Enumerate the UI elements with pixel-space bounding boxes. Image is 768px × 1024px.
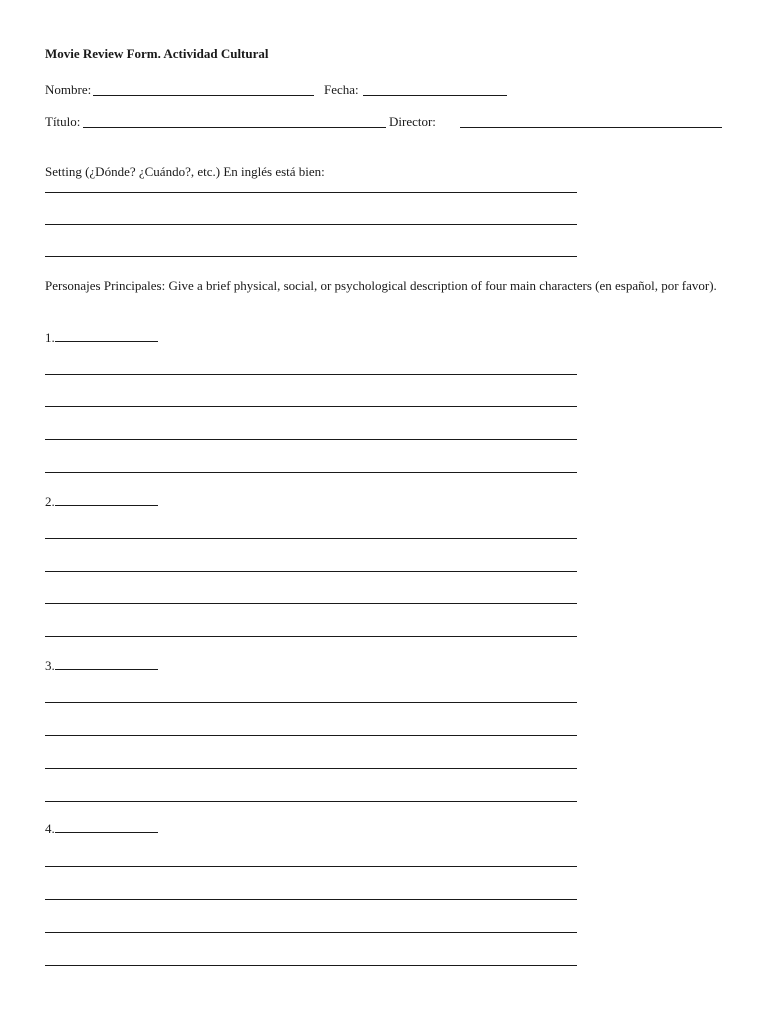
- character-3-line-4[interactable]: [45, 801, 577, 802]
- setting-line-2[interactable]: [45, 224, 577, 225]
- setting-prompt: Setting (¿Dónde? ¿Cuándo?, etc.) En inglés está bien:: [45, 164, 325, 179]
- character-4-line-3[interactable]: [45, 932, 577, 933]
- nombre-field[interactable]: [93, 95, 314, 96]
- director-label: Director:: [389, 114, 436, 129]
- character-2-line-4[interactable]: [45, 636, 577, 637]
- character-2-line-3[interactable]: [45, 603, 577, 604]
- personajes-prompt: Personajes Principales: Give a brief physical, social, or psychological description of four main characters (en español, por favor).: [45, 278, 717, 293]
- fecha-label: Fecha:: [324, 82, 359, 97]
- character-3-name-field[interactable]: [55, 657, 158, 670]
- character-1-line-1[interactable]: [45, 374, 577, 375]
- character-3-row: [45, 657, 158, 674]
- character-2-line-1[interactable]: [45, 538, 577, 539]
- character-4-row: [45, 820, 158, 837]
- character-3-line-1[interactable]: [45, 702, 577, 703]
- setting-line-1[interactable]: [45, 192, 577, 193]
- character-4-line-1[interactable]: [45, 866, 577, 867]
- character-1-line-4[interactable]: [45, 472, 577, 473]
- character-4-name-field[interactable]: [55, 820, 158, 833]
- character-3-line-3[interactable]: [45, 768, 577, 769]
- character-4-line-2[interactable]: [45, 899, 577, 900]
- character-4-number: 4.: [45, 821, 55, 836]
- fecha-field[interactable]: [363, 95, 507, 96]
- character-2-row: [45, 493, 158, 510]
- character-4-line-4[interactable]: [45, 965, 577, 966]
- titulo-label: Título:: [45, 114, 81, 129]
- form-title: Movie Review Form. Actividad Cultural: [45, 46, 269, 61]
- character-1-line-3[interactable]: [45, 439, 577, 440]
- character-2-line-2[interactable]: [45, 571, 577, 572]
- setting-line-3[interactable]: [45, 256, 577, 257]
- character-3-line-2[interactable]: [45, 735, 577, 736]
- nombre-label: Nombre:: [45, 82, 92, 97]
- character-2-name-field[interactable]: [55, 493, 158, 506]
- character-1-name-field[interactable]: [55, 329, 158, 342]
- titulo-field[interactable]: [83, 127, 386, 128]
- director-field[interactable]: [460, 127, 722, 128]
- character-1-row: [45, 329, 158, 346]
- character-2-number: 2.: [45, 494, 55, 509]
- character-1-line-2[interactable]: [45, 406, 577, 407]
- character-3-number: 3.: [45, 658, 55, 673]
- character-1-number: 1.: [45, 330, 55, 345]
